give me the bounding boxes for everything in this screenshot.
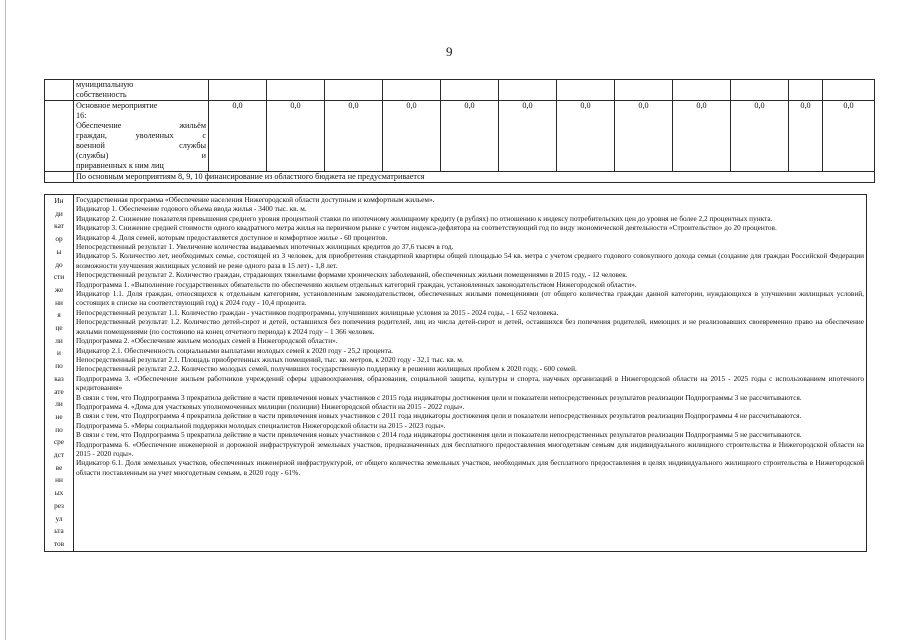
value-cell: 0,0	[673, 101, 731, 172]
side-label-line: сре	[53, 437, 65, 447]
side-label-line: ых	[54, 488, 64, 498]
indicator-paragraph: Индикатор 3. Снижение средней стоимости одного квадратного метра жилья на первичном рынке с учетом индекса-дефлятора на соответствующий год по виду экономической деятельности «Строительство» до 20 процентов.	[76, 223, 777, 233]
side-label-line: ьта	[54, 526, 64, 536]
value-cell: 0,0	[499, 101, 557, 172]
description-line: муниципальную	[76, 80, 134, 89]
indicator-paragraph: В связи с тем, что Подпрограмма 5 прекратила действие в части привлечения новых участников с 2014 года индикаторы достижения цели и показатели непосредственных результатов реализации Подпрограммы 5 не рассчитываются.	[76, 430, 802, 440]
indicators-table	[44, 194, 867, 552]
financing-note: По основным мероприятиям 8, 9, 10 финансирование из областного бюджета не предусматривается	[74, 172, 875, 183]
value-cell: 0,0	[557, 101, 615, 172]
description-line: собственность	[76, 90, 127, 99]
blank-cell	[45, 101, 74, 172]
table-cell	[615, 80, 673, 101]
table-cell	[789, 80, 823, 101]
indicator-paragraph: Индикатор 1. Обеспечение годового объема ввода жилья - 3400 тыс. кв. м.	[76, 204, 307, 214]
value-cell: 0,0	[267, 101, 325, 172]
indicator-paragraph: Непосредственный результат 2. Количество граждан, страдающих тяжелыми формами хронических заболеваний, обеспеченных жильми помещениями в 2015 году, - 12 человек.	[76, 270, 628, 280]
side-label-line: сти	[53, 272, 65, 282]
table-row	[45, 172, 875, 183]
side-label-line: ве	[55, 462, 63, 472]
side-label-line: Ин	[54, 196, 64, 205]
description-line: (службы) и	[76, 151, 206, 160]
page-edge-line	[5, 0, 6, 640]
row-description	[74, 101, 209, 172]
indicator-paragraph: Подпрограмма 5. «Меры социальной поддержки молодых специалистов Нижегородской области на 2015 - 2023 годы».	[76, 420, 446, 430]
indicator-paragraph: Подпрограмма 2. «Обеспечение жильем молодых семей в Нижегородской области».	[76, 336, 338, 346]
indicator-paragraph: В связи с тем, что Подпрограмма 3 прекратила действие в части привлечения новых участников с 2015 года индикаторы достижения цели и показатели непосредственных результатов реализации Подпрограммы 3 не рассчитываются.	[76, 392, 802, 402]
table-row	[45, 195, 867, 552]
indicator-paragraph: Подпрограмма 1. «Выполнение государственных обязательств по обеспечению жильем отдельных категорий граждан, установленных законодательством Нижегородской области».	[76, 279, 637, 289]
indicator-paragraph: В связи с тем, что Подпрограмма 4 прекратила действие в части привлечения новых участников с 2011 года индикаторы достижения цели и показатели непосредственных результатов реализации Подпрограммы 4 не рассчитываются.	[76, 411, 802, 421]
indicator-paragraph: Подпрограмма 6. «Обеспечение инженерной и дорожной инфраструктурой земельных участков, предназначенных для бесплатного предоставления многодетным семьям для индивидуального жилищного строительства в Нижегородской области на 2015 - 2020 годы».	[76, 439, 864, 458]
value-cell: 0,0	[383, 101, 441, 172]
side-label-line: по	[55, 424, 63, 434]
side-label-line: я	[57, 310, 61, 320]
side-label-line: по	[55, 361, 63, 371]
table-cell	[731, 80, 789, 101]
table-cell	[209, 80, 267, 101]
table-cell	[267, 80, 325, 101]
indicator-paragraph: Индикатор 2.1. Обеспеченность социальными выплатами молодых семей к 2020 году - 25,2 процента.	[76, 345, 393, 355]
value-cell: 0,0	[615, 101, 673, 172]
indicator-paragraph: Индикатор 6.1. Доля земельных участков, обеспеченных инженерной инфраструктурой, от общего количества земельных участков, необходимых для бесплатного предоставления в целях индивидуального жилищного строительства в Нижегородской области поставленным на учет многодетным семьям, в 2020 году - 61%.	[76, 458, 864, 477]
side-label-line: ате	[54, 386, 64, 396]
table-cell	[441, 80, 499, 101]
side-label-line: и	[57, 348, 61, 358]
indicator-paragraph: Непосредственный результат 1.1. Количество граждан - участников подпрограммы, улучшивших жилищные условия за 2015 - 2024 годы, - 1 652 человека.	[76, 307, 559, 317]
table-cell	[673, 80, 731, 101]
side-label-line: ли	[55, 399, 63, 409]
table-cell	[557, 80, 615, 101]
table-row	[45, 101, 875, 172]
indicators-text	[74, 195, 867, 552]
side-label-line: рез	[54, 500, 64, 510]
indicator-paragraph: Индикатор 1.1. Доля граждан, относящихся к отдельным категориям, установленным законодательством, обеспеченных жилыми помещениями (от общего количества граждан данной категории, нуждающихся в улучшении жилищных условий, состоящих в списке на соответствующий год) к 2024 году - 10,4 процента.	[76, 289, 864, 308]
side-label-line: до	[55, 259, 63, 269]
table-row	[45, 80, 875, 101]
side-label-line: каз	[54, 373, 64, 383]
description-line: 16:	[76, 111, 87, 120]
blank-cell	[45, 172, 74, 183]
indicator-paragraph: Индикатор 4. Доля семей, которым предоставляется доступное и комфортное жилье - 60 процентов.	[76, 232, 388, 242]
table-cell	[823, 80, 875, 101]
indicator-paragraph: Подпрограмма 3. «Обеспечение жильем работников учреждений сферы здравоохранения, образования, социальной защиты, культуры и спорта, научных организаций в Нижегородской области на 2015 - 2025 годы с использованием ипотечного кредитования»	[76, 373, 864, 393]
side-label-line: кат	[54, 221, 64, 231]
side-label-line: ул	[55, 513, 63, 523]
indicator-paragraph: Непосредственный результат 1. Увеличение количества выдаваемых ипотечных жилищных кредитов до 37,6 тысяч в год.	[76, 242, 454, 252]
side-label-line: тов	[53, 538, 65, 548]
value-cell: 0,0	[731, 101, 789, 172]
indicator-paragraph: Государственная программа «Обеспечение населения Нижегородской области доступным и комфортным жильем».	[76, 195, 435, 204]
side-label-line: ди	[55, 208, 63, 218]
row-description	[74, 80, 209, 101]
side-label-line: ор	[55, 234, 63, 244]
indicator-paragraph: Непосредственный результат 2.2. Количество молодых семей, получивших государственную поддержку в решении жилищных проблем к 2020 году, - 600 семей.	[76, 364, 577, 374]
side-label-line: ы	[56, 246, 62, 256]
indicator-paragraph: Индикатор 5. Количество лет, необходимых семье, состоящей из 3 человек, для приобретения стандартной квартиры общей площадью 54 кв. метра с учетом среднего годового совокупного дохода семьи (создание для граждан Российской Федерации возможности улучшения жилищных условий не реже одного раза в 15 лет) - 1,8 лет.	[76, 251, 864, 270]
value-cell: 0,0	[325, 101, 383, 172]
side-label-line: це	[55, 323, 63, 333]
description-line: Основное мероприятие	[76, 101, 158, 110]
side-label-line: же	[54, 284, 64, 294]
value-cell: 0,0	[789, 101, 823, 172]
indicator-paragraph: Индикатор 2. Снижение показателя превышения среднего уровня процентной ставки по ипотечному жилищному кредиту (в рублях) по отношению к индексу потребительских цен до уровня не более 2,2 процентных пункта.	[76, 213, 773, 223]
indicators-side-label	[45, 195, 74, 552]
side-label-line: нн	[55, 475, 63, 485]
side-label-line: ни	[55, 297, 63, 307]
table-cell	[325, 80, 383, 101]
side-label-line: не	[55, 411, 63, 421]
description-line: Обеспечение жильём	[76, 121, 206, 130]
description-line: приравненных к ним лиц	[76, 161, 164, 170]
page-number: 9	[446, 44, 453, 59]
value-cell: 0,0	[823, 101, 875, 172]
side-label-line: ли	[55, 335, 63, 345]
side-label-line: дст	[53, 450, 65, 460]
description-line: граждан, уволенных с	[76, 131, 206, 140]
indicator-paragraph: Подпрограмма 4. «Дома для участковых уполномоченных милиции (полиции) Нижегородской области на 2015 - 2022 годы».	[76, 401, 465, 411]
value-cell: 0,0	[209, 101, 267, 172]
table-cell	[499, 80, 557, 101]
indicator-paragraph: Непосредственный результат 2.1. Площадь приобретенных жилых помещений, тыс. кв. метров, к 2020 году - 32,1 тыс. кв. м.	[76, 354, 464, 364]
financing-table	[44, 79, 875, 183]
description-line: военной службы	[76, 141, 206, 150]
blank-cell	[45, 80, 74, 101]
value-cell: 0,0	[441, 101, 499, 172]
table-cell	[383, 80, 441, 101]
indicator-paragraph: Непосредственный результат 1.2. Количество детей-сирот и детей, оставшихся без попечения родителей, лиц из числа детей-сирот и детей, оставшихся без попечения родителей, имеющих и не реализовавших своевременно право на обеспечение жилыми помещениями (по состоянию на конец отчетного периода) к 2024 году – 1 366 человек.	[76, 317, 864, 336]
